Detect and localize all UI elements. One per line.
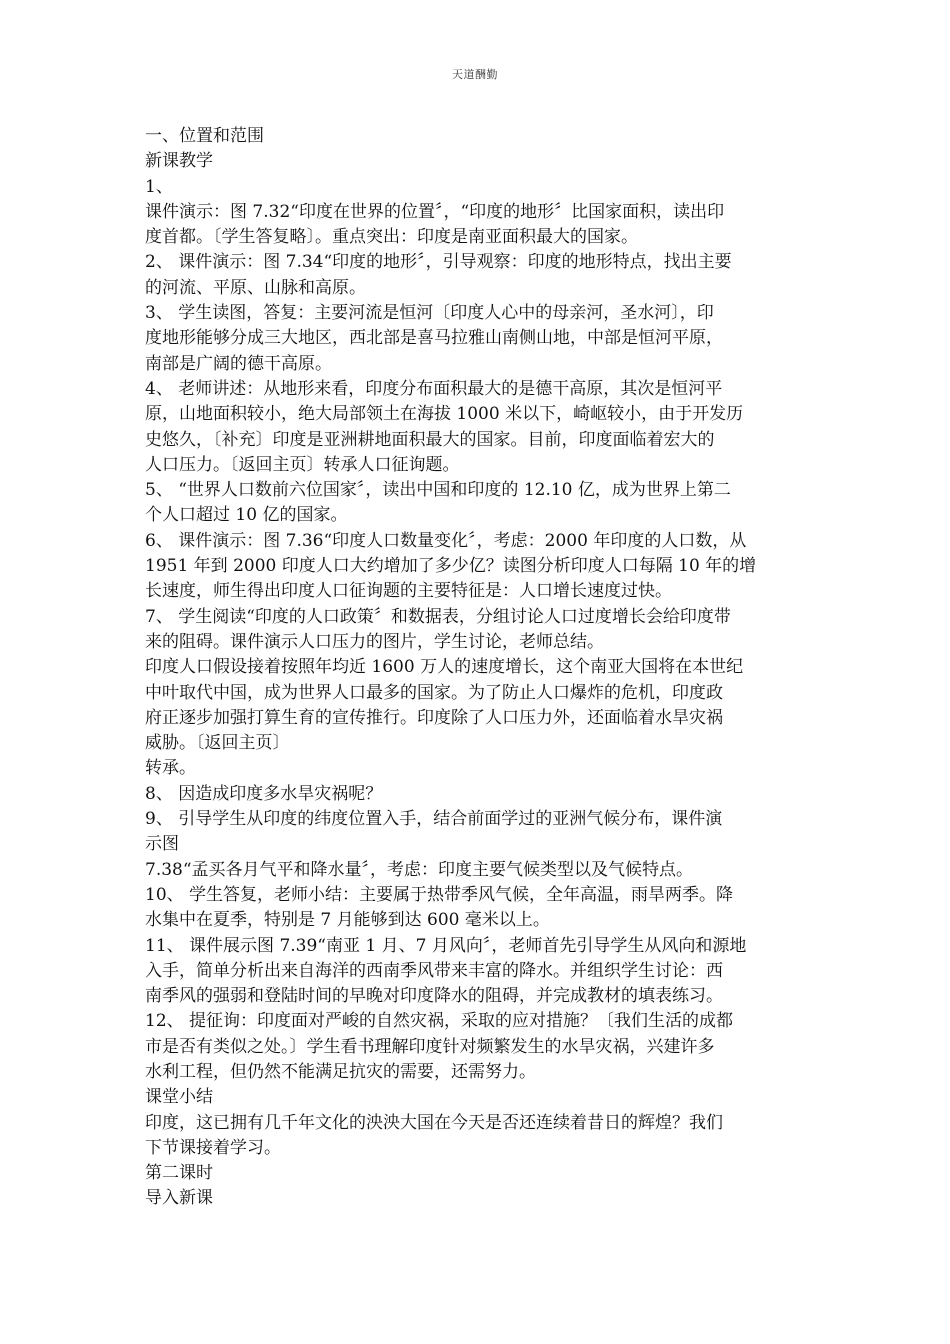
text-line: 个人口超过 10 亿的国家。 — [145, 505, 348, 526]
text-line: 史悠久，〔补充〕印度是亚洲耕地面积最大的国家。目前，印度面临着宏大的 — [145, 429, 715, 450]
text-line: 2、 课件演示：图 7.34“印度的地形〞，引导观察：印度的地形特点，找出主要 — [145, 252, 732, 273]
text-line: 的河流、平原、山脉和高原。 — [145, 277, 366, 298]
text-line: 11、 课件展示图 7.39“南亚 1 月、7 月风向〞，老师首先引导学生从风向和源地 — [145, 935, 747, 956]
text-line: 4、 老师讲述：从地形来看，印度分布面积最大的是德干高原，其次是恒河平 — [145, 378, 723, 399]
text-line: 度首都。〔学生答复略〕。重点突出：印度是南亚面积最大的国家。 — [145, 227, 638, 248]
text-line: 6、 课件演示：图 7.36“印度人口数量变化〞，考虑：2000 年印度的人口数，从 — [145, 530, 747, 551]
text-line: 导入新课 — [145, 1188, 213, 1209]
text-line: 府正逐步加强打算生育的宣传推行。印度除了人口压力外，还面临着水旱灾祸 — [145, 707, 723, 728]
text-line: 入手，简单分析出来自海洋的西南季风带来丰富的降水。并组织学生讨论：西 — [145, 960, 723, 981]
text-line: 印度，这已拥有几千年文化的泱泱大国在今天是否还连续着昔日的辉煌？我们 — [145, 1112, 723, 1133]
text-line: 威胁。〔返回主页〕 — [145, 733, 290, 754]
text-line: 新课教学 — [145, 151, 213, 172]
text-line: 来的阻碍。课件演示人口压力的图片，学生讨论，老师总结。 — [145, 631, 604, 652]
text-line: 市是否有类似之处。〕学生看书理解印度针对频繁发生的水旱灾祸，兴建许多 — [145, 1036, 715, 1057]
text-line: 人口压力。〔返回主页〕转承人口征询题。 — [145, 454, 460, 475]
text-line: 课堂小结 — [145, 1087, 213, 1108]
text-line: 12、 提征询：印度面对严峻的自然灾祸，采取的应对措施？〔我们生活的成都 — [145, 1011, 734, 1032]
text-line: 8、 因造成印度多水旱灾祸呢？ — [145, 783, 383, 804]
document-body — [145, 124, 810, 1212]
text-line: 南部是广阔的德干高原。 — [145, 353, 332, 374]
text-line: 示图 — [145, 834, 179, 855]
text-line: 1、 — [145, 176, 173, 197]
text-line: 第二课时 — [145, 1163, 213, 1184]
text-line: 3、 学生读图，答复：主要河流是恒河〔印度人心中的母亲河，圣水河〕，印 — [145, 303, 714, 324]
text-line: 度地形能够分成三大地区，西北部是喜马拉雅山南侧山地，中部是恒河平原， — [145, 328, 723, 349]
text-line: 10、 学生答复，老师小结：主要属于热带季风气候，全年高温，雨旱两季。降 — [145, 884, 734, 905]
text-line: 长速度，师生得出印度人口征询题的主要特征是：人口增长速度过快。 — [145, 581, 672, 602]
text-line: 中叶取代中国，成为世界人口最多的国家。为了防止人口爆炸的危机，印度政 — [145, 682, 723, 703]
page-header: 天道酬勤 — [452, 68, 498, 81]
text-line: 5、 “世界人口数前六位国家〞，读出中国和印度的 12.10 亿，成为世界上第二 — [145, 480, 731, 501]
text-line: 7、 学生阅读“印度的人口政策〞和数据表，分组讨论人口过度增长会给印度带 — [145, 606, 731, 627]
text-line: 南季风的强弱和登陆时间的早晚对印度降水的阻碍，并完成教材的填表练习。 — [145, 986, 723, 1007]
text-line: 一、位置和范围 — [145, 126, 264, 146]
text-line: 转承。 — [145, 758, 196, 779]
text-line: 课件演示：图 7.32“印度在世界的位置〞，“印度的地形〞比国家面积，读出印 — [145, 201, 725, 222]
text-line: 7.38“孟买各月气平和降水量〞，考虑：印度主要气候类型以及气候特点。 — [145, 859, 694, 880]
text-line: 1951 年到 2000 印度人口大约增加了多少亿？读图分析印度人口每隔 10 年的增 — [145, 556, 757, 577]
text-line: 水集中在夏季，特别是 7 月能够到达 600 毫米以上。 — [145, 910, 550, 931]
text-line: 印度人口假设接着按照年均近 1600 万人的速度增长，这个南亚大国将在本世纪 — [145, 657, 744, 678]
text-line: 9、 引导学生从印度的纬度位置入手，结合前面学过的亚洲气候分布，课件演 — [145, 809, 723, 830]
text-line: 下节课接着学习。 — [145, 1137, 281, 1158]
text-line: 水利工程，但仍然不能满足抗灾的需要，还需努力。 — [145, 1061, 536, 1082]
text-line: 原，山地面积较小，绝大局部领土在海拔 1000 米以下，崎岖较小，由于开发历 — [145, 404, 744, 425]
